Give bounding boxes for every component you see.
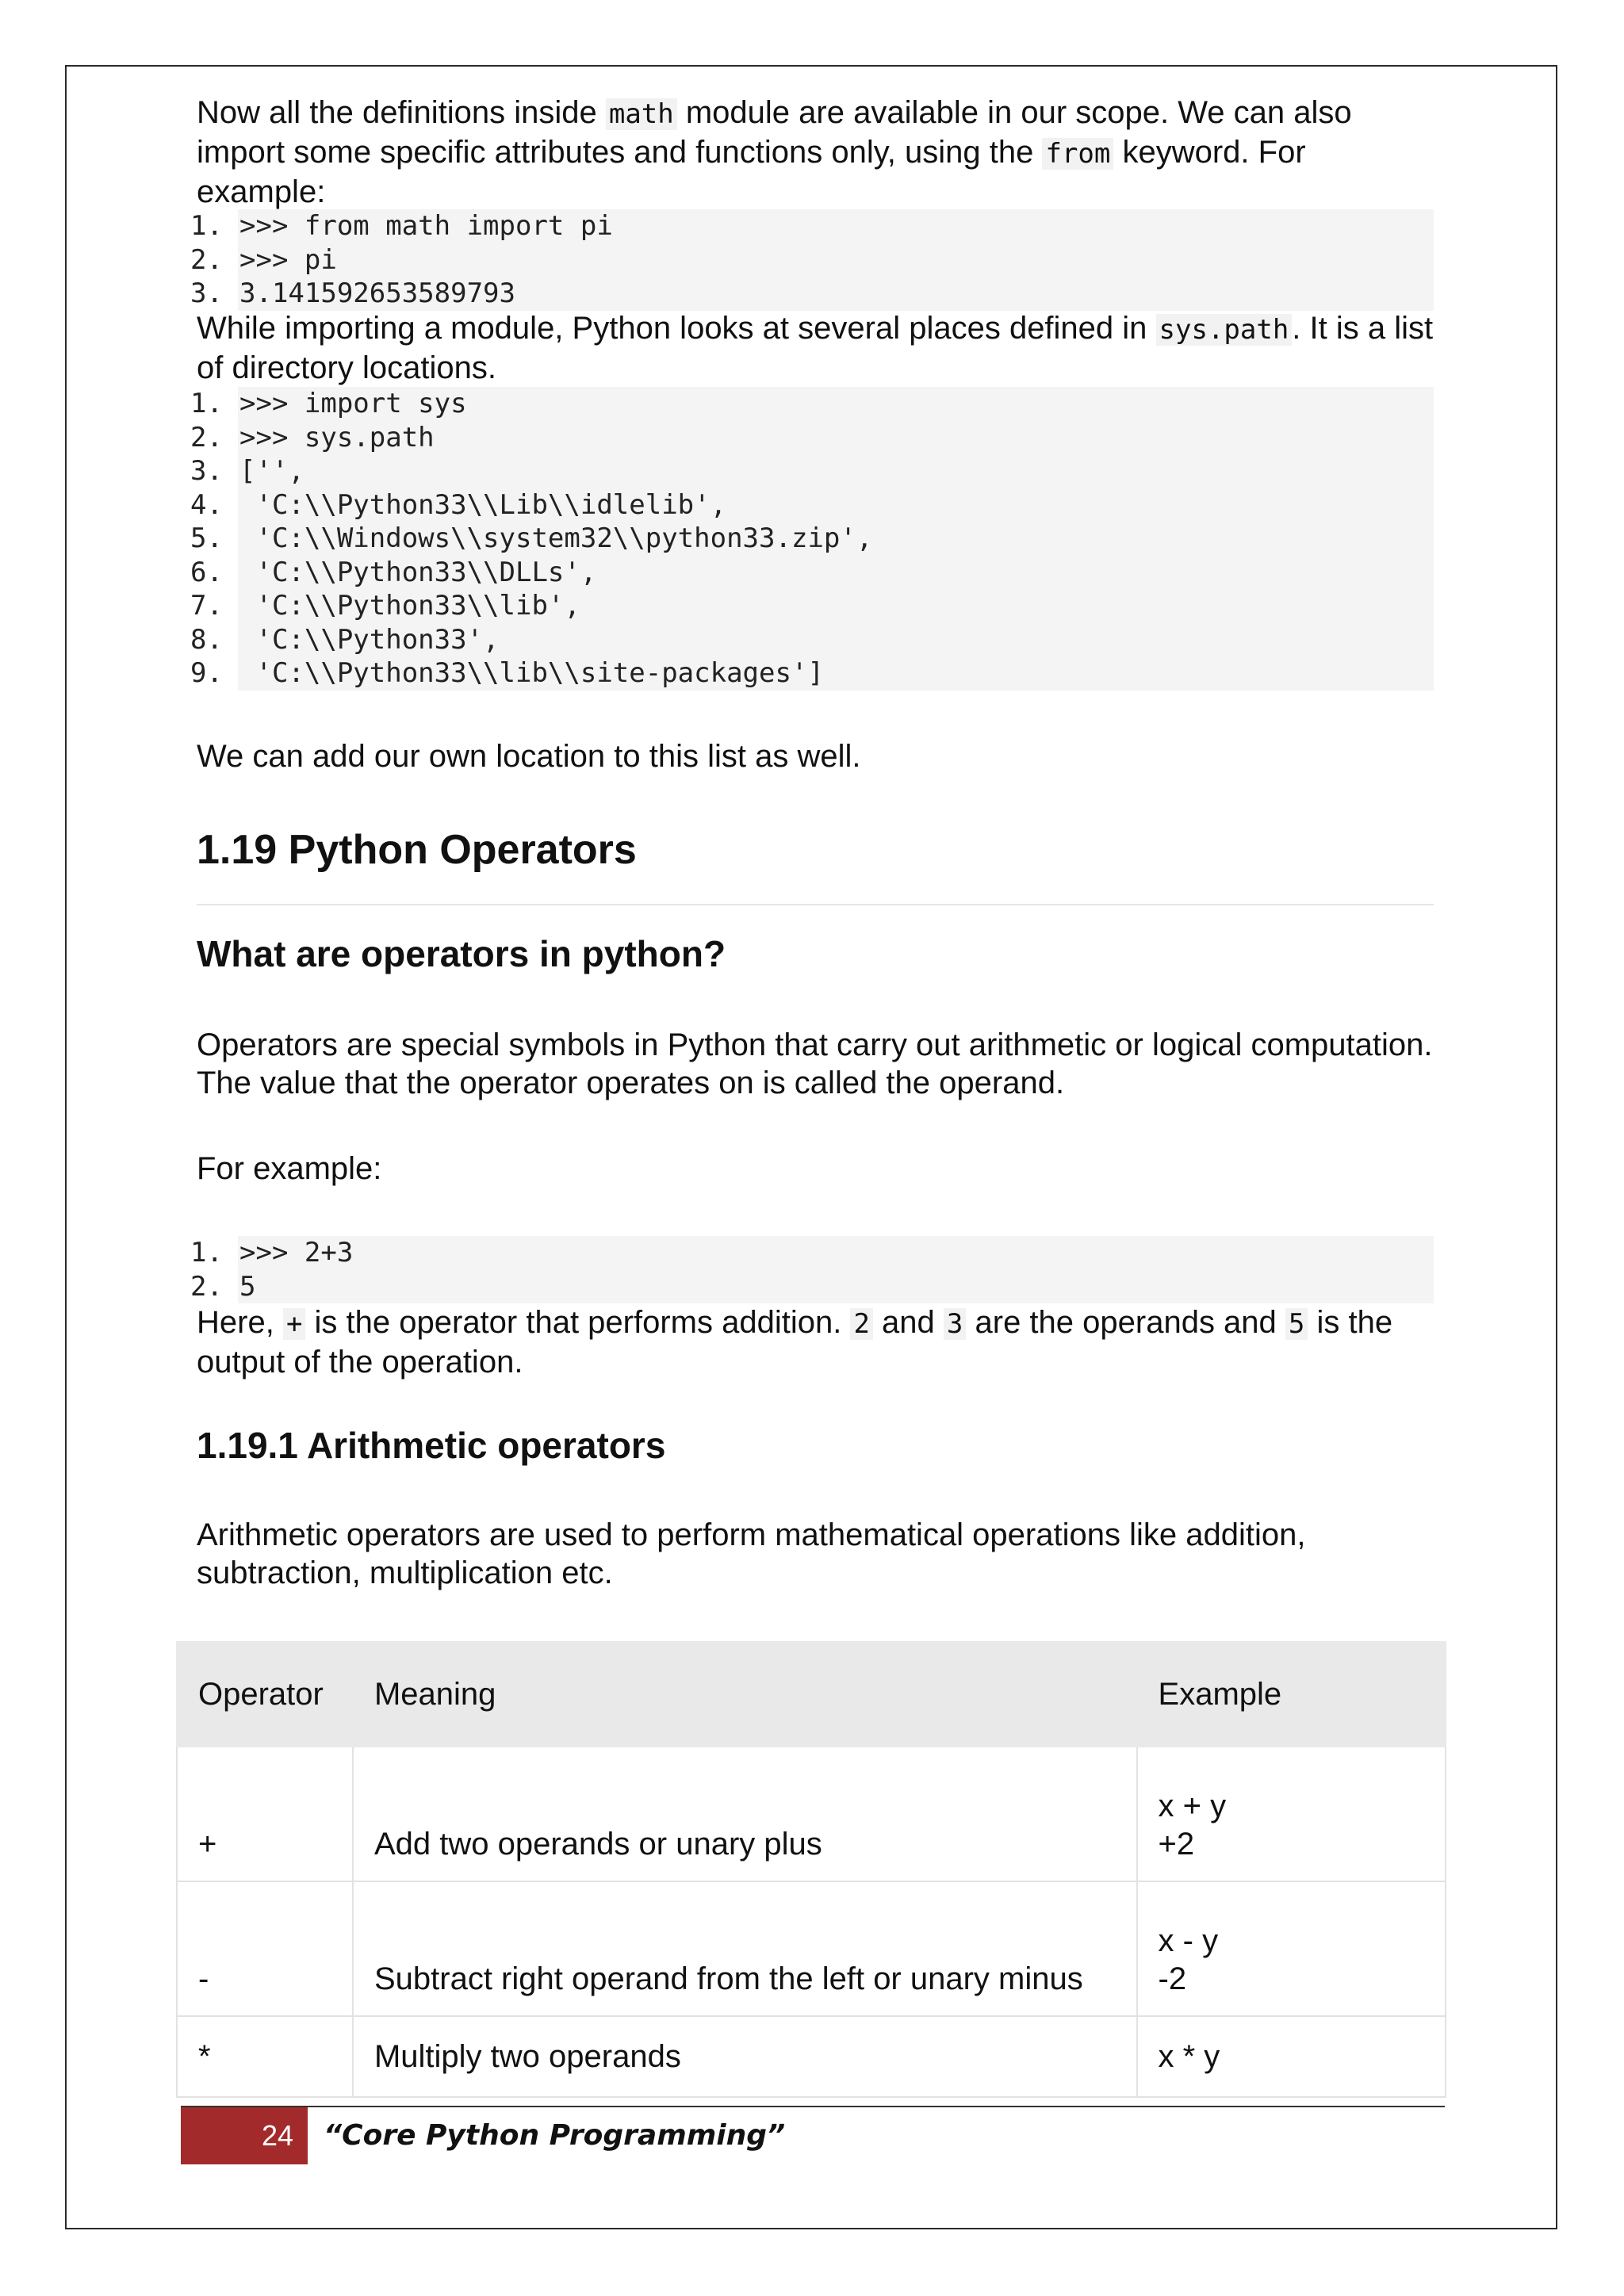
code-line <box>182 454 1434 488</box>
line-number: 1. <box>190 210 223 242</box>
subsection-heading-arithmetic: 1.19.1 Arithmetic operators <box>197 1425 666 1466</box>
example-line: +2 <box>1158 1827 1195 1862</box>
code-text: 'C:\\Python33', <box>239 623 500 656</box>
p6-text-c: and <box>872 1305 944 1340</box>
intro-text-c: keyword. For example: <box>197 135 1306 209</box>
operator-explanation-paragraph <box>197 1303 1434 1381</box>
p6-text-b: is the operator that performs addition. <box>305 1305 851 1340</box>
line-number: 2. <box>190 421 223 453</box>
line-number: 5. <box>190 522 223 554</box>
table-row <box>177 1747 1446 1881</box>
intro-text-b: module are available in our scope. We can also import some specific attributes and functions only, using the <box>197 95 1352 170</box>
code-line <box>182 243 1434 277</box>
code-line <box>182 623 1434 657</box>
p2-text-a: While importing a module, Python looks at several places defined in <box>197 311 1156 346</box>
header-meaning: Meaning <box>353 1642 1137 1747</box>
example-line: x - y <box>1158 1923 1219 1958</box>
code-text: >>> sys.path <box>239 421 435 453</box>
cell-example <box>1137 1881 1446 2016</box>
example-line: x * y <box>1158 2039 1220 2074</box>
line-number: 2. <box>190 1270 223 1303</box>
table-row <box>177 2016 1446 2097</box>
code-text: >>> import sys <box>239 388 467 419</box>
code-line <box>182 209 1434 243</box>
line-number: 1. <box>190 388 223 419</box>
cell-meaning: Multiply two operands <box>353 2016 1137 2097</box>
section-divider <box>197 904 1434 905</box>
arithmetic-operators-table <box>176 1641 1446 2098</box>
inline-code-sys-path: sys.path <box>1156 314 1293 346</box>
cell-operator: + <box>177 1747 353 1881</box>
own-location-paragraph: We can add our own location to this list as well. <box>197 739 861 774</box>
line-number: 2. <box>190 243 223 276</box>
code-text: 5 <box>239 1270 256 1303</box>
code-text: 'C:\\Python33\\DLLs', <box>239 556 597 588</box>
cell-example <box>1137 2016 1446 2097</box>
code-text: >>> pi <box>239 243 337 276</box>
code-line <box>182 522 1434 556</box>
line-number: 7. <box>190 590 223 622</box>
table-row <box>177 1881 1446 2016</box>
line-number: 8. <box>190 623 223 656</box>
line-number: 6. <box>190 556 223 588</box>
example-line: x + y <box>1158 1789 1227 1823</box>
intro-paragraph <box>197 94 1434 211</box>
code-text: 'C:\\Python33\\lib\\site-packages'] <box>239 657 824 689</box>
code-line <box>182 1236 1434 1270</box>
code-text: 'C:\\Python33\\Lib\\idlelib', <box>239 488 727 521</box>
code-text: >>> 2+3 <box>239 1237 354 1269</box>
line-number: 3. <box>190 277 223 309</box>
table-header-row <box>177 1642 1446 1747</box>
sys-path-paragraph <box>197 309 1434 387</box>
line-number: 9. <box>190 657 223 689</box>
cell-operator: * <box>177 2016 353 2097</box>
inline-code-from: from <box>1042 138 1113 170</box>
cell-operator: - <box>177 1881 353 2016</box>
inline-code-3: 3 <box>944 1308 966 1340</box>
p6-text-d: are the operands and <box>966 1305 1285 1340</box>
line-number: 4. <box>190 488 223 521</box>
operators-definition-paragraph: Operators are special symbols in Python that carry out arithmetic or logical computation. The value that the operator operates on is called the operand. <box>197 1027 1433 1100</box>
code-text: >>> from math import pi <box>239 210 613 242</box>
code-block-sys-path <box>182 387 1434 691</box>
for-example-paragraph: For example: <box>197 1151 382 1186</box>
code-line <box>182 656 1434 691</box>
code-text: 'C:\\Python33\\lib', <box>239 590 580 622</box>
p6-text-a: Here, <box>197 1305 283 1340</box>
inline-code-5: 5 <box>1285 1308 1308 1340</box>
section-title: 1.19 Python Operators <box>197 827 637 873</box>
code-text: 'C:\\Windows\\system32\\python33.zip', <box>239 522 873 554</box>
p6-text-e: is the output of the operation. <box>197 1305 1393 1380</box>
code-line <box>182 387 1434 421</box>
code-line <box>182 1270 1434 1304</box>
cell-meaning: Subtract right operand from the left or unary minus <box>353 1881 1137 2016</box>
code-line <box>182 556 1434 590</box>
inline-code-math: math <box>606 98 677 130</box>
cell-meaning: Add two operands or unary plus <box>353 1747 1137 1881</box>
inline-code-plus: + <box>283 1308 305 1340</box>
code-line <box>182 589 1434 623</box>
subsection-heading-what-are-operators: What are operators in python? <box>197 933 726 974</box>
example-line: -2 <box>1158 1961 1187 1996</box>
arithmetic-definition-paragraph: Arithmetic operators are used to perform mathematical operations like addition, subtraction, multiplication etc. <box>197 1517 1306 1590</box>
page-number: 24 <box>181 2107 308 2164</box>
cell-example <box>1137 1747 1446 1881</box>
code-line <box>182 421 1434 455</box>
code-block-addition <box>182 1236 1434 1303</box>
header-example: Example <box>1137 1642 1446 1747</box>
p2-text-b: . It is a list of directory locations. <box>197 311 1434 385</box>
line-number: 3. <box>190 455 223 487</box>
inline-code-2: 2 <box>850 1308 872 1340</box>
code-block-import-pi <box>182 209 1434 311</box>
code-text: 3.141592653589793 <box>239 277 515 309</box>
code-line <box>182 488 1434 522</box>
intro-text-a: Now all the definitions inside <box>197 95 606 130</box>
code-line <box>182 277 1434 311</box>
header-operator: Operator <box>177 1642 353 1747</box>
code-text: ['', <box>239 455 304 487</box>
line-number: 1. <box>190 1237 223 1269</box>
book-title: “Core Python Programming” <box>324 2119 786 2152</box>
